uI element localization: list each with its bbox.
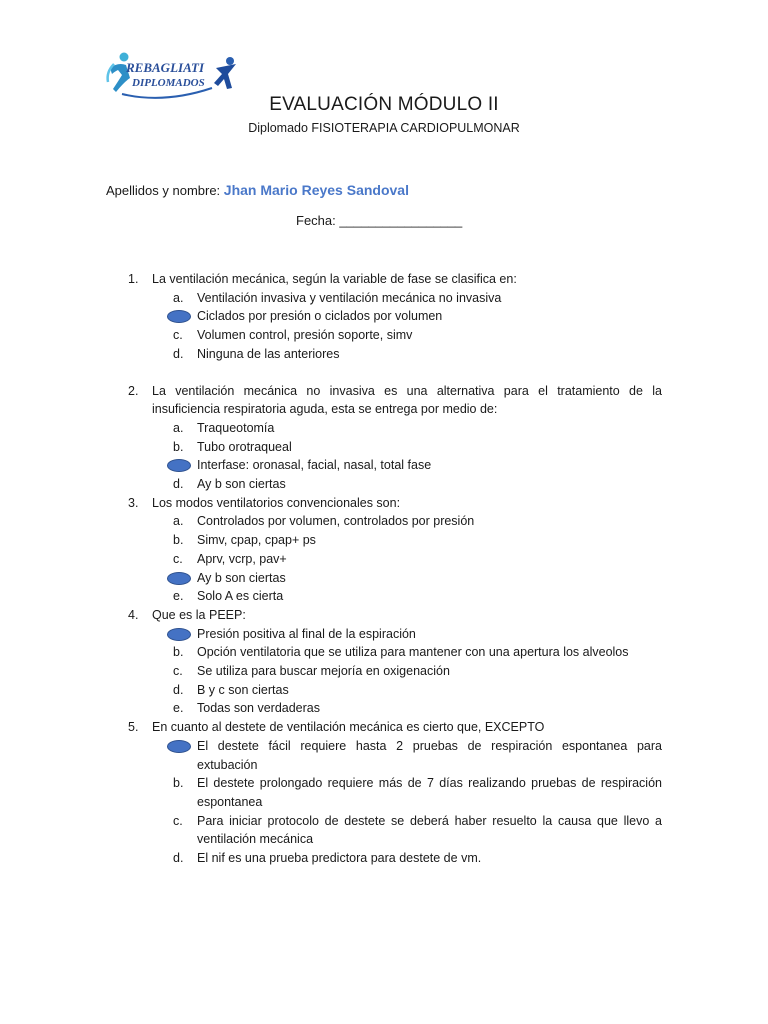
option-text: Ventilación invasiva y ventilación mecánica no invasiva	[197, 290, 502, 305]
selected-answer-mark	[167, 572, 191, 585]
option-text: Controlados por volumen, controlados por presión	[197, 514, 475, 529]
option-text: Aprv, vcrp, pav+	[197, 551, 287, 566]
date-blank[interactable]: _________________	[339, 213, 463, 228]
option-letter: d.	[173, 851, 184, 866]
question-number: 3.	[128, 495, 139, 510]
student-name-value[interactable]: Jhan Mario Reyes Sandoval	[223, 182, 409, 198]
option-1c[interactable]	[152, 326, 662, 345]
option-text: Simv, cpap, cpap+ ps	[197, 533, 316, 548]
option-4e[interactable]	[152, 699, 662, 718]
option-letter: a.	[173, 420, 184, 435]
document-subtitle: Diplomado FISIOTERAPIA CARDIOPULMONAR	[248, 121, 520, 135]
option-3e[interactable]	[152, 587, 662, 606]
option-text: Ciclados por presión o ciclados por volumen	[197, 309, 443, 324]
option-3a[interactable]	[152, 512, 662, 531]
option-letter: e.	[173, 589, 184, 604]
option-text: Ay b son ciertas	[197, 477, 286, 492]
option-5d[interactable]	[152, 849, 662, 868]
svg-text:DIPLOMADOS: DIPLOMADOS	[132, 77, 205, 89]
question-text: En cuanto al destete de ventilación mecánica es cierto que, EXCEPTO	[152, 720, 545, 735]
option-letter: c.	[173, 664, 183, 679]
option-3b[interactable]	[152, 531, 662, 550]
option-text: Todas son verdaderas	[197, 701, 320, 716]
option-text: Presión positiva al final de la espiración	[197, 626, 416, 641]
question-4	[128, 606, 662, 718]
option-letter: b.	[173, 776, 184, 791]
option-letter: e.	[173, 701, 184, 716]
question-text: Que es la PEEP:	[152, 607, 246, 622]
option-letter: b.	[173, 645, 184, 660]
question-list	[128, 270, 662, 868]
option-5b[interactable]	[152, 774, 662, 811]
option-text: El destete fácil requiere hasta 2 pruebas de respiración espontanea para extubación	[197, 738, 662, 772]
option-text: Se utiliza para buscar mejoría en oxigenación	[197, 664, 450, 679]
option-letter: a.	[173, 290, 184, 305]
selected-answer-mark	[167, 459, 191, 472]
option-text: Interfase: oronasal, facial, nasal, total fase	[197, 458, 432, 473]
option-2d[interactable]	[152, 475, 662, 494]
option-text: Para iniciar protocolo de destete se deberá haber resuelto la causa que llevo a ventilación mecánica	[197, 813, 662, 847]
option-4d[interactable]	[152, 681, 662, 700]
option-text: El destete prolongado requiere más de 7 días realizando pruebas de respiración espontanea	[197, 776, 662, 809]
option-2b[interactable]	[152, 438, 662, 457]
option-4b[interactable]	[152, 643, 662, 662]
option-2a[interactable]	[152, 419, 662, 438]
option-3d[interactable]	[152, 569, 662, 588]
selected-answer-mark	[167, 740, 191, 753]
option-letter: c.	[173, 328, 183, 343]
option-letter: d.	[173, 682, 184, 697]
option-1b[interactable]	[152, 307, 662, 326]
logo-figure-right-icon	[214, 57, 236, 89]
question-number: 2.	[128, 383, 139, 398]
option-letter: c.	[173, 551, 183, 566]
document-title: EVALUACIÓN MÓDULO II	[269, 94, 499, 115]
option-5a[interactable]	[152, 737, 662, 774]
option-1d[interactable]	[152, 345, 662, 364]
option-letter: b.	[173, 533, 184, 548]
option-4c[interactable]	[152, 662, 662, 681]
option-text: Ninguna de las anteriores	[197, 346, 340, 361]
option-text: Volumen control, presión soporte, simv	[197, 328, 413, 343]
option-text: Ay b son ciertas	[197, 570, 286, 585]
option-letter: a.	[173, 514, 184, 529]
option-text: Traqueotomía	[197, 420, 275, 435]
option-text: Opción ventilatoria que se utiliza para mantener con una apertura los alveolos	[197, 645, 629, 660]
question-number: 4.	[128, 607, 139, 622]
option-1a[interactable]	[152, 289, 662, 308]
question-2	[128, 382, 662, 494]
option-letter: d.	[173, 346, 184, 361]
option-5c[interactable]	[152, 812, 662, 849]
option-text: El nif es una prueba predictora para destete de vm.	[197, 851, 482, 866]
option-letter: c.	[173, 813, 183, 828]
option-text: B y c son ciertas	[197, 682, 289, 697]
question-5	[128, 718, 662, 868]
date-label: Fecha:	[296, 213, 336, 228]
option-text: Solo A es cierta	[197, 589, 284, 604]
option-letter: b.	[173, 439, 184, 454]
question-3	[128, 494, 662, 606]
date-line	[296, 213, 462, 228]
student-name-line	[106, 182, 409, 198]
question-text: La ventilación mecánica no invasiva es una alternativa para el tratamiento de la insuficiencia respiratoria aguda, esta se entrega por medio de:	[152, 383, 662, 417]
question-number: 1.	[128, 272, 139, 286]
option-letter: d.	[173, 477, 184, 492]
option-text: Tubo orotraqueal	[197, 439, 292, 454]
svg-text:REBAGLIATI: REBAGLIATI	[126, 60, 205, 75]
question-text: La ventilación mecánica, según la variable de fase se clasifica en:	[152, 272, 517, 286]
selected-answer-mark	[167, 628, 191, 641]
option-4a[interactable]	[152, 625, 662, 644]
question-1	[128, 270, 662, 364]
student-name-label: Apellidos y nombre:	[106, 183, 221, 198]
question-text: Los modos ventilatorios convencionales son:	[152, 495, 401, 510]
option-3c[interactable]	[152, 550, 662, 569]
option-2c[interactable]	[152, 456, 662, 475]
selected-answer-mark	[167, 310, 191, 323]
question-number: 5.	[128, 720, 139, 735]
